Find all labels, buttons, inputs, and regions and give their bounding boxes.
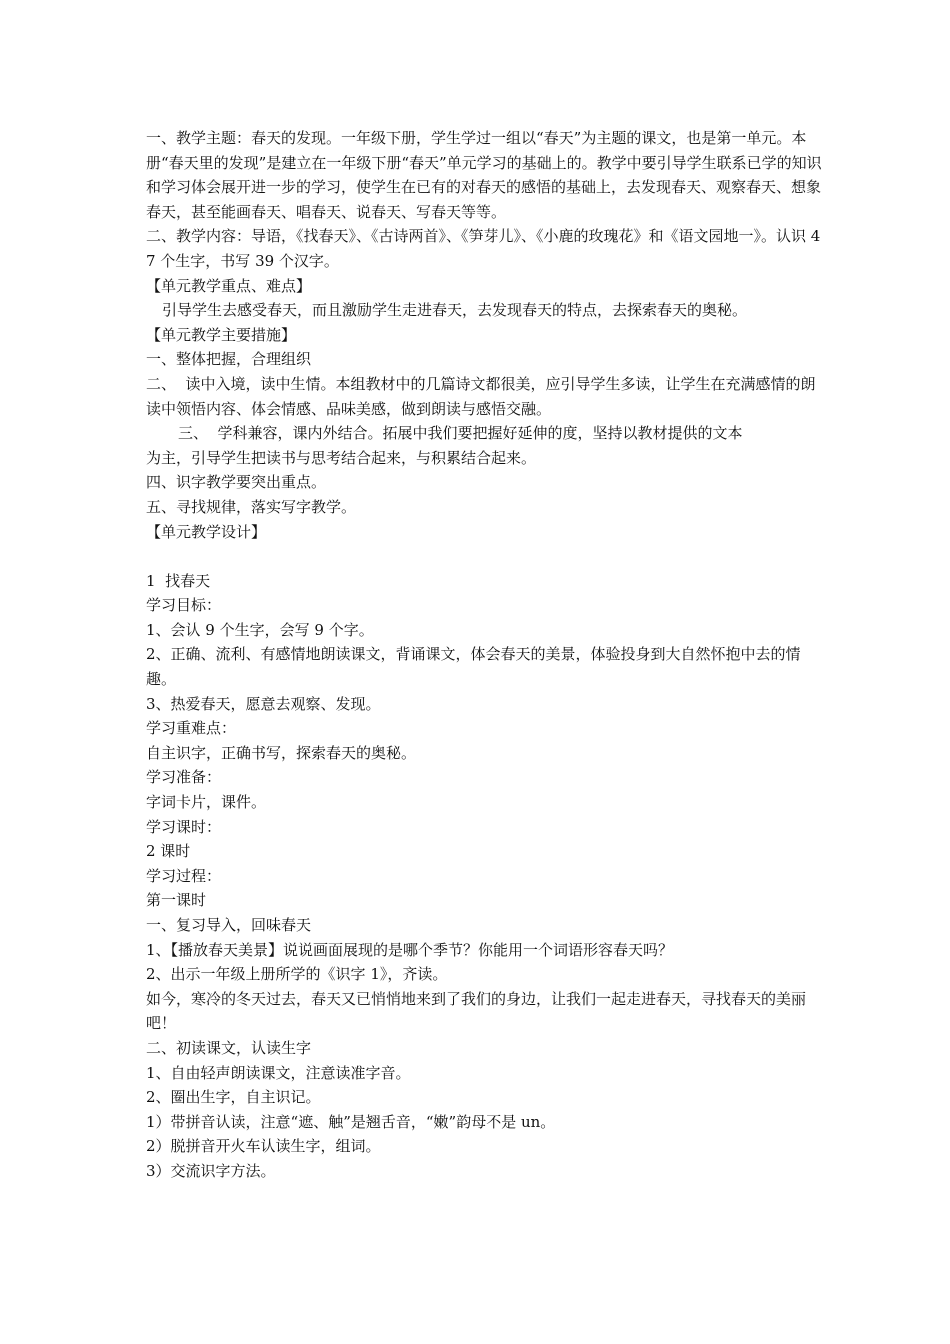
measure-2: 二、 读中入境，读中生情。本组教材中的几篇诗文都很美，应引导学生多读，让学生在充满感情的朗读中领悟内容、体会情感、品味美感，做到朗读与感悟交融。 [146, 374, 816, 418]
preparation-text: 字词卡片，课件。 [146, 793, 267, 812]
step-2-sub-2: 2）脱拼音开火车认读生字，组词。 [146, 1137, 381, 1156]
label-process: 学习过程： [146, 866, 222, 885]
lesson-title: 1 找春天 [146, 571, 211, 590]
content-paragraph: 二、教学内容：导语，《找春天》、《古诗两首》、《笋芽儿》、《小鹿的玫瑰花》和《语文园地一》。认识 47 个生字，书写 39 个汉字。 [146, 227, 821, 270]
label-class-hours: 学习课时： [146, 817, 222, 836]
label-preparation: 学习准备： [146, 768, 222, 787]
theme-paragraph: 一、教学主题：春天的发现。一年级下册，学生学过一组以“春天”为主题的课文，也是第一单元。本册“春天里的发现”是建立在一年级下册“春天”单元学习的基础上的。教学中要引导学生联系已学的知识和学习体会展开进一步的学习，使学生在已有的对春天的感悟的基础上，去发现春天、观察春天、想象春天，甚至能画春天、唱春天、说春天、写春天等等。 [146, 129, 822, 221]
step-2-sub-3: 3）交流识字方法。 [146, 1161, 276, 1180]
step-2-sub-1: 1）带拼音认读，注意“遮、触”是翘舌音，“嫩”韵母不是 un。 [146, 1112, 556, 1131]
measure-1: 一、整体把握，合理组织 [146, 350, 312, 369]
step-2-item-1: 1、自由轻声朗读课文，注意读准字音。 [146, 1063, 411, 1082]
document-body [146, 126, 826, 1184]
step-2-heading: 二、初读课文，认读生字 [146, 1038, 312, 1057]
measure-4: 四、识字教学要突出重点。 [146, 473, 327, 492]
difficulties-text: 自主识字，正确书写，探索春天的奥秘。 [146, 743, 417, 762]
goal-3: 3、热爱春天，愿意去观察、发现。 [146, 694, 381, 713]
blank-line [146, 544, 826, 569]
measure-3: 三、 学科兼容，课内外结合。拓展中我们要把握好延伸的度，坚持以教材提供的文本 [178, 424, 743, 443]
section-heading-key-points: 【单元教学重点、难点】 [146, 276, 312, 295]
label-difficulties: 学习重难点： [146, 719, 237, 738]
step-2-item-2: 2、圈出生字，自主识记。 [146, 1088, 321, 1107]
step-1-heading: 一、复习导入，回味春天 [146, 916, 312, 934]
goal-2: 2、正确、流利、有感情地朗读课文，背诵课文，体会春天的美景，体验投身到大自然怀抱中去的情趣。 [146, 645, 801, 689]
first-lesson-heading: 第一课时 [146, 891, 207, 910]
measure-3-continued: 为主，引导学生把读书与思考结合起来，与积累结合起来。 [146, 448, 537, 467]
section-heading-measures: 【单元教学主要措施】 [146, 325, 297, 344]
key-points-text: 引导学生去感受春天，而且激励学生走进春天，去发现春天的特点，去探索春天的奥秘。 [162, 301, 748, 320]
step-1-item-2: 2、出示一年级上册所学的《识字 1》，齐读。 [146, 965, 448, 984]
goal-1: 1、会认 9 个生字，会写 9 个字。 [146, 620, 374, 639]
class-hours-text: 2 课时 [146, 842, 191, 861]
section-heading-design: 【单元教学设计】 [146, 522, 267, 541]
measure-5: 五、寻找规律，落实写字教学。 [146, 497, 357, 516]
label-learning-goals: 学习目标： [146, 596, 222, 615]
step-1-item-1: 1、【播放春天美景】说说画面展现的是哪个季节？你能用一个词语形容春天吗？ [146, 940, 674, 959]
step-1-narration: 如今，寒冷的冬天过去，春天又已悄悄地来到了我们的身边，让我们一起走进春天，寻找春天的美丽吧！ [146, 989, 807, 1033]
